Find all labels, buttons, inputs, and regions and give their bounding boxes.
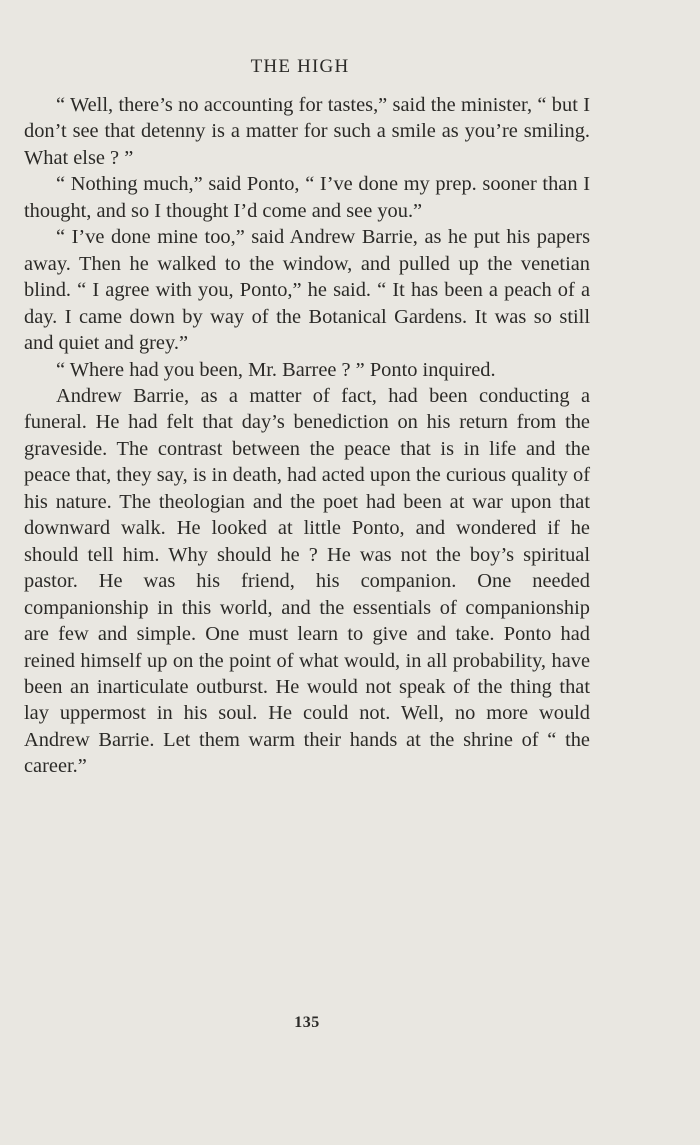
- paragraph: “ Nothing much,” said Ponto, “ I’ve done my prep. sooner than I thought, and so I thought I’d come and see you.”: [24, 173, 590, 222]
- body-text: [24, 92, 590, 780]
- paragraph: “ Well, there’s no accounting for tastes,” said the minister, “ but I don’t see that detenny is a matter for such a smile as you’re smiling. What else ? ”: [24, 94, 590, 169]
- paragraph: Andrew Barrie, as a matter of fact, had been conducting a funeral. He had felt that day’s benediction on his return from the graveside. The contrast between the peace that is in life and the peace that, they say, is in death, had acted upon the curious quality of his nature. The theologian and the poet had been at war upon that downward walk. He looked at little Ponto, and wondered if he should tell him. Why should he ? He was not the boy’s spiritual pastor. He was his friend, his companion. One needed companionship in this world, and the essentials of companionship are few and simple. One must learn to give and take. Ponto had reined himself up on the point of what would, in all probability, have been an inarticulate outburst. He would not speak of the thing that lay uppermost in his soul. He could not. Well, no more would Andrew Barrie. Let them warm their hands at the shrine of “ the career.”: [24, 384, 590, 778]
- paragraph: “ I’ve done mine too,” said Andrew Barrie, as he put his papers away. Then he walked to the window, and pulled up the venetian blind. “ I agree with you, Ponto,” he said. “ It has been a peach of a day. I came down by way of the Botanical Gardens. It was so still and quiet and grey.”: [24, 226, 590, 355]
- page-number: 135: [294, 1014, 320, 1031]
- running-head: THE HIGH: [250, 56, 350, 77]
- paragraph: “ Where had you been, Mr. Barree ? ” Ponto inquired.: [56, 358, 496, 381]
